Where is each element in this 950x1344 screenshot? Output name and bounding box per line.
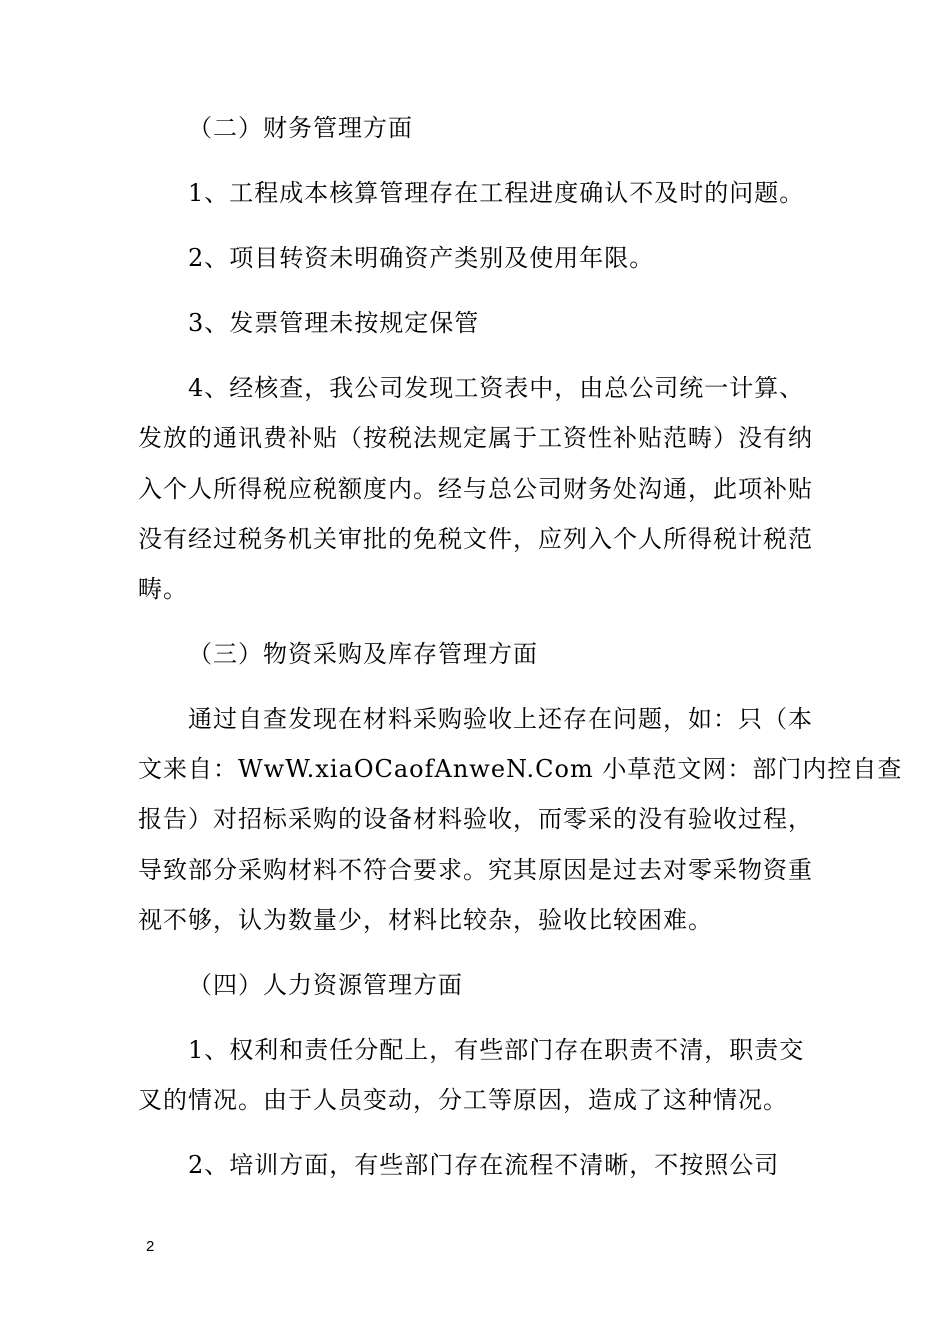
paragraph-line: 视不够，认为数量少，材料比较杂，验收比较困难。 xyxy=(138,906,713,934)
paragraph-line: 文来自：WwW.xiaOCaofAnweN.Com 小草范文网：部门内控自查 xyxy=(138,755,903,783)
section-heading-finance: （二）财务管理方面 xyxy=(188,114,413,142)
paragraph-line: 畴。 xyxy=(138,575,188,603)
paragraph-line: 2、项目转资未明确资产类别及使用年限。 xyxy=(188,244,655,272)
paragraph-line: 发放的通讯费补贴（按税法规定属于工资性补贴范畴）没有纳 xyxy=(138,424,813,452)
paragraph-line: 1、权利和责任分配上，有些部门存在职责不清，职责交 xyxy=(188,1036,805,1064)
section-heading-procurement: （三）物资采购及库存管理方面 xyxy=(188,640,538,668)
paragraph-line: 3、发票管理未按规定保管 xyxy=(188,309,480,337)
paragraph-line: 入个人所得税应税额度内。经与总公司财务处沟通，此项补贴 xyxy=(138,475,813,503)
paragraph-line: 报告）对招标采购的设备材料验收，而零采的没有验收过程， xyxy=(138,805,813,833)
paragraph-line: 1、工程成本核算管理存在工程进度确认不及时的问题。 xyxy=(188,179,805,207)
paragraph-line: 2、培训方面，有些部门存在流程不清晰，不按照公司 xyxy=(188,1151,780,1179)
page-number: 2 xyxy=(146,1238,155,1255)
paragraph-line: 通过自查发现在材料采购验收上还存在问题，如：只（本 xyxy=(188,705,813,733)
paragraph-line: 4、经核查，我公司发现工资表中，由总公司统一计算、 xyxy=(188,374,805,402)
paragraph-line: 没有经过税务机关审批的免税文件，应列入个人所得税计税范 xyxy=(138,525,813,553)
section-heading-hr: （四）人力资源管理方面 xyxy=(188,971,463,999)
paragraph-line: 导致部分采购材料不符合要求。究其原因是过去对零采物资重 xyxy=(138,856,813,884)
paragraph-line: 叉的情况。由于人员变动，分工等原因，造成了这种情况。 xyxy=(138,1086,788,1114)
